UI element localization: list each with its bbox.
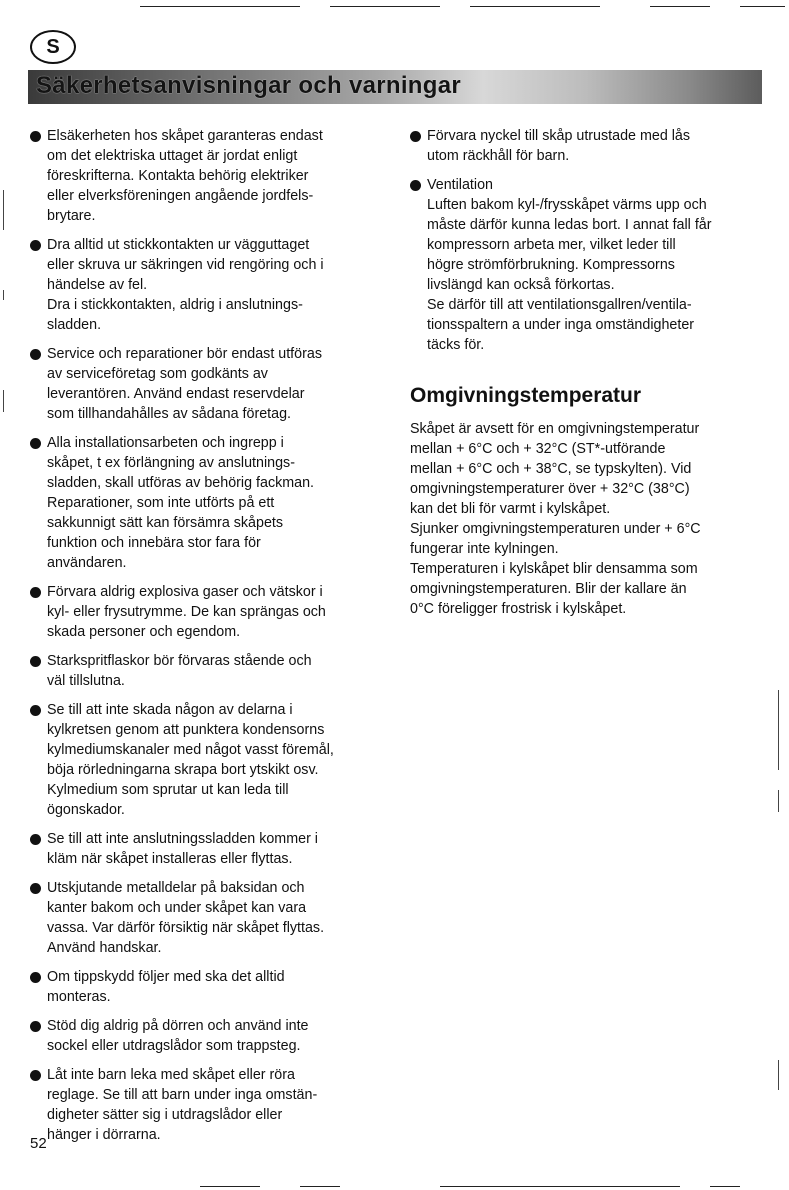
bullet-dot-icon [30,1021,41,1032]
bullet-dot-icon [30,972,41,983]
scan-edge-line [300,1186,340,1187]
scan-edge-line [140,6,300,7]
safety-bullet [30,344,385,424]
section-paragraph: Skåpet är avsett för en omgivningstemperatur mellan + 6°C och + 32°C (ST*-utförande mellan + 6°C och + 38°C, se typskylten). Vid omgivningstemperaturer över + 32°C (38°C) kan det bli för varmt i kylskåpet. Sjunker omgivningstemperaturen under + 6°C fungerar inte kylningen. Temperaturen i kylskåpet blir densamma som omgivningstemperaturen. Blir der kallare än 0°C föreligger frostrisk i kylskåpet. [410,421,701,617]
bullet-text: Ventilation Luften bakom kyl-/frysskåpet värms upp och måste därför kunna ledas bort. I annat fall får kompressorn arbeta mer, vilket leder till högre strömförbrukning. Kompressorns livslängd kan också förkortas. Se därför till att ventilationsgallren/ventila- tionsspaltern a under inga omständigheter täcks för. [427,177,712,353]
ventilation-bullet [410,175,770,355]
bullet-dot-icon [30,349,41,360]
safety-bullet [30,829,385,869]
bullet-text: Låt inte barn leka med skåpet eller röra reglage. Se till att barn under inga omstän- digheter sätter sig i utdragslådor eller hänger i dörrarna. [47,1067,318,1143]
safety-bullet [410,126,770,166]
scan-edge-line [330,6,440,7]
scan-edge-line [470,6,600,7]
bullet-dot-icon [410,131,421,142]
language-badge-letter: S [46,35,60,58]
bullet-text: Stöd dig aldrig på dörren och använd inte sockel eller utdragslådor som trappsteg. [47,1018,309,1054]
bullet-text: Förvara aldrig explosiva gaser och vätskor i kyl- eller frysutrymme. De kan sprängas och skada personer och egendom. [47,584,326,640]
scan-edge-line [650,6,710,7]
bullet-text: Utskjutande metalldelar på baksidan och kanter bakom och under skåpet kan vara vassa. Var därför försiktig när skåpet flyttas. Använd handskar. [47,880,325,956]
scan-edge-line [440,1186,680,1187]
safety-bullet [30,967,385,1007]
page-number: 52 [30,1135,47,1152]
safety-bullet [30,582,385,642]
bullet-text: Elsäkerheten hos skåpet garanteras endast om det elektriska uttaget är jordat enligt föreskrifterna. Kontakta behörig elektriker eller elverksföreningen angående jordfels- brytare. [47,128,323,224]
bullet-dot-icon [30,1070,41,1081]
bullet-dot-icon [30,883,41,894]
bullet-dot-icon [30,656,41,667]
bullet-text: Om tippskydd följer med ska det alltid monteras. [47,969,285,1005]
bullet-dot-icon [30,240,41,251]
scan-speck [3,390,4,412]
bullet-dot-icon [30,587,41,598]
scan-edge-line [710,1186,740,1187]
bullet-text: Dra alltid ut stickkontakten ur vägguttaget eller skruva ur säkringen vid rengöring och i händelse av fel. Dra i stickkontakten, aldrig i anslutnings- sladden. [47,237,324,333]
language-badge [30,30,76,64]
section-banner [28,70,762,104]
scan-speck [778,690,779,770]
bullet-dot-icon [30,705,41,716]
bullet-text: Starkspritflaskor bör förvaras stående och väl tillslutna. [47,653,312,689]
bullet-dot-icon [410,180,421,191]
banner-title: Säkerhetsanvisningar och varningar [36,72,462,99]
scan-speck [3,190,4,230]
section-heading: Omgivningstemperatur [410,384,642,407]
scan-speck [778,790,779,812]
right-column [410,126,770,619]
bullet-dot-icon [30,834,41,845]
bullet-text: Förvara nyckel till skåp utrustade med lås utom räckhåll för barn. [427,128,691,164]
bullet-text: Service och reparationer bör endast utföras av serviceföretag som godkänts av leverantören. Använd endast reservdelar som tillhandahålles av sådana företag. [47,346,322,422]
safety-bullet [30,235,385,335]
bullet-dot-icon [30,131,41,142]
bullet-text: Se till att inte anslutningssladden kommer i kläm när skåpet installeras eller flyttas. [47,831,318,867]
scan-speck [3,290,4,300]
safety-bullet [30,1016,385,1056]
scan-edge-line [740,6,785,7]
scan-speck [778,1060,779,1090]
bullet-dot-icon [30,438,41,449]
safety-bullet [30,651,385,691]
bullet-text: Se till att inte skada någon av delarna i kylkretsen genom att punktera kondensorns kylmediumskanaler med något vasst föremål, böja rörledningarna skrapa bort ytskikt osv. Kylmedium som sprutar ut kan leda till ögonskador. [47,702,334,818]
left-column [30,126,385,1154]
safety-bullet [30,878,385,958]
safety-bullet [30,1065,385,1145]
bullet-text: Alla installationsarbeten och ingrepp i skåpet, t ex förlängning av anslutnings- sladden, skall utföras av behörig fackman. Reparationer, som inte utförts på ett sakkunnigt sätt kan försämra skåpets funktion och innebära stor fara för användaren. [47,435,315,571]
safety-bullet [30,126,385,226]
safety-bullet [30,700,385,820]
scan-edge-line [200,1186,260,1187]
safety-bullet [30,433,385,573]
